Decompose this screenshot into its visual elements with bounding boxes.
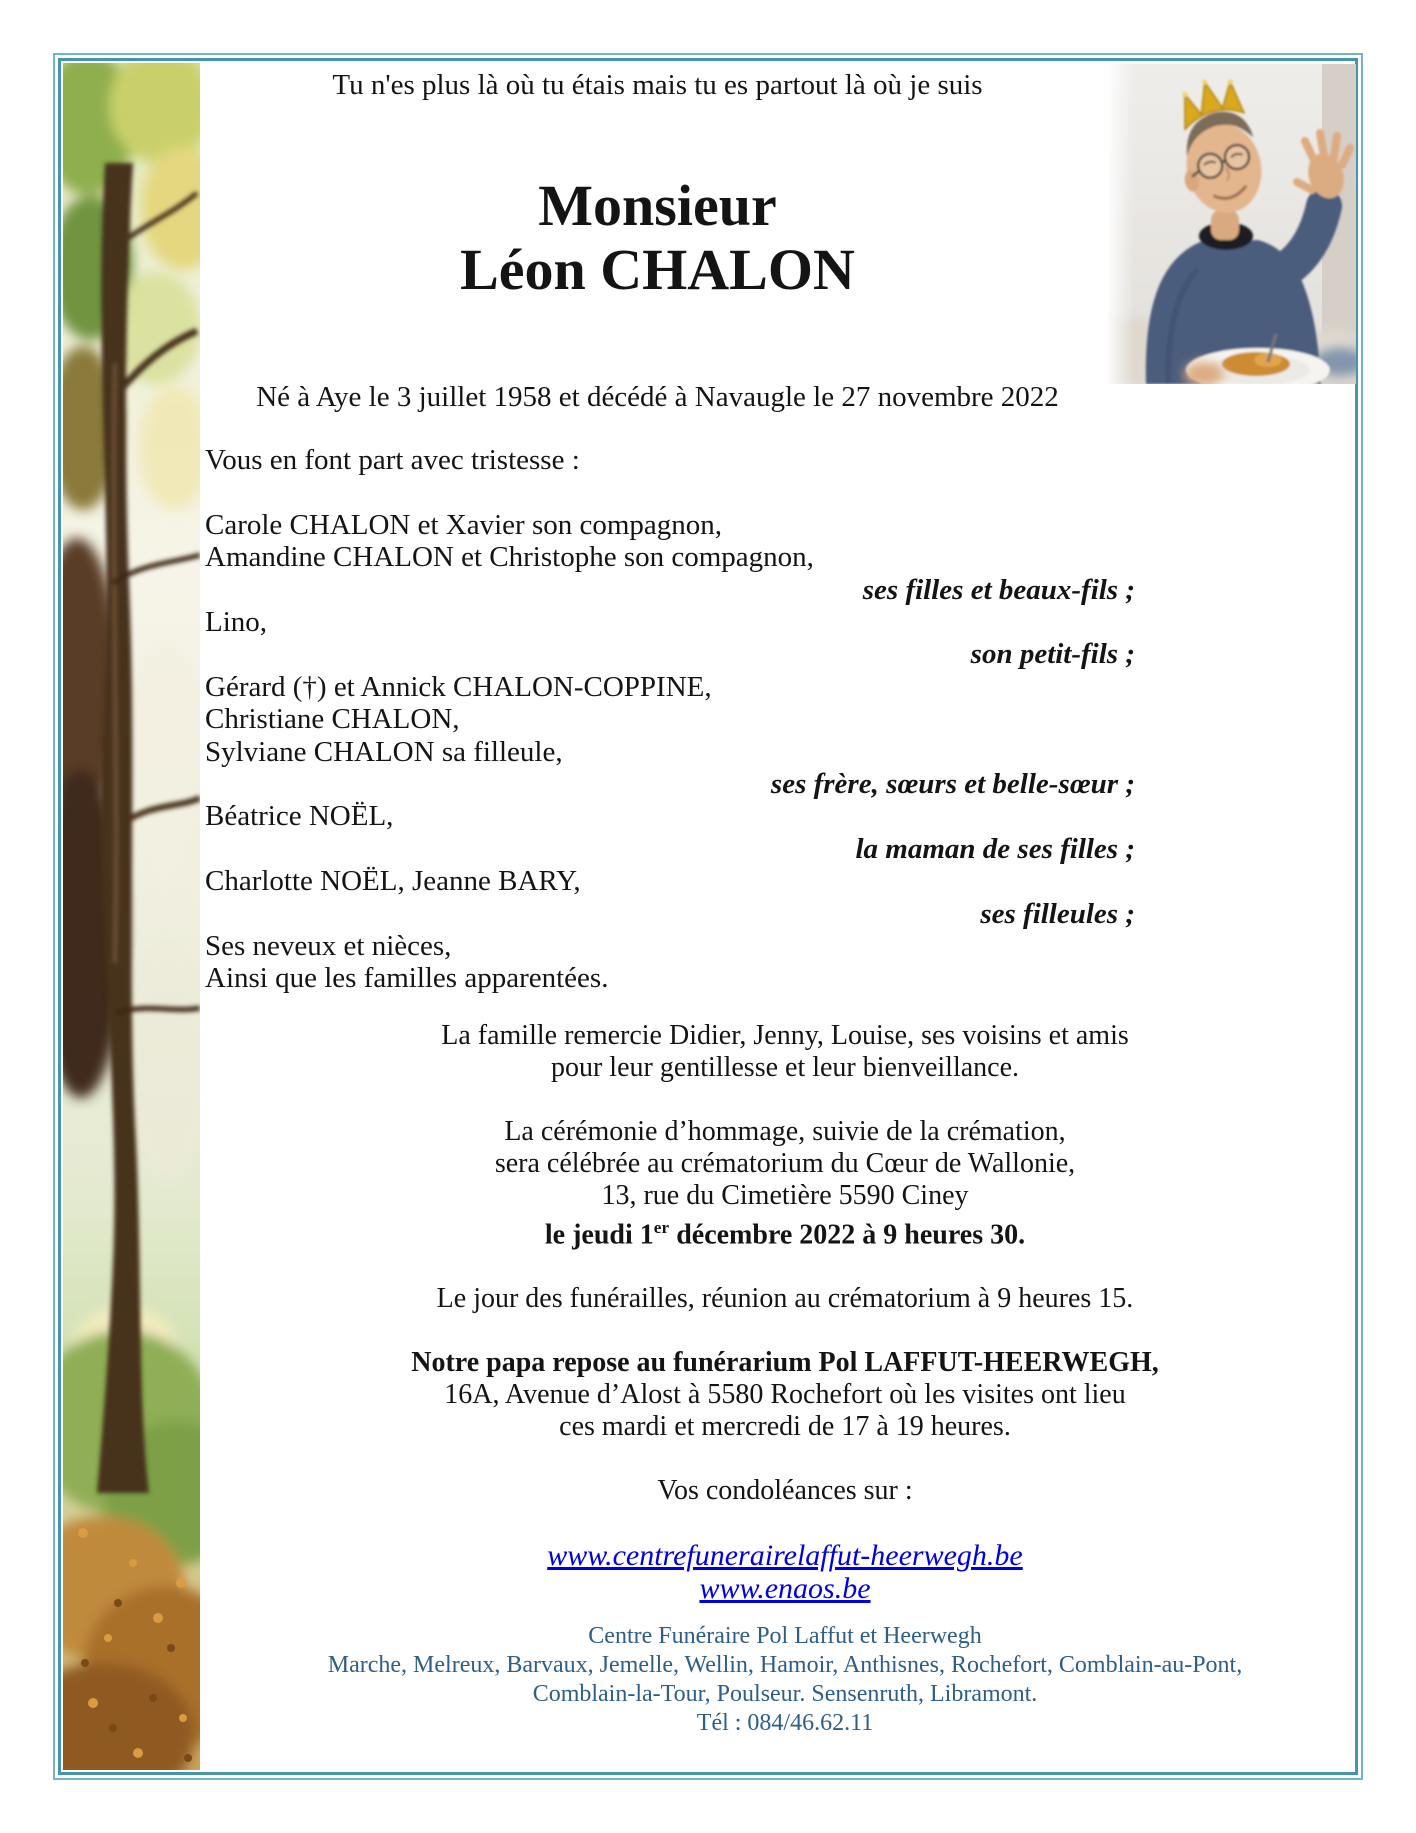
thanks-line: pour leur gentillesse et leur bienveillance.	[550, 1052, 1020, 1083]
thanks-line: La famille remercie Didier, Jenny, Louise, ses voisins et amis	[441, 1020, 1129, 1051]
deceased-portrait-photo	[1108, 64, 1356, 384]
funeral-home-locations: Marche, Melreux, Barvaux, Jemelle, Wellin, Hamoir, Anthisnes, Rochefort, Comblain-au-Pont,	[327, 1652, 1243, 1678]
relation-label: ses frère, sœurs et belle-sœur ;	[770, 768, 1135, 801]
autumn-tree-photo-strip	[63, 63, 200, 1770]
relation-label: ses filleules ;	[980, 897, 1135, 930]
ceremony-line: sera célébrée au crématorium du Cœur de Wallonie,	[494, 1148, 1076, 1179]
condolences-link-row	[205, 1572, 1365, 1605]
condolences-link-row	[205, 1539, 1365, 1572]
relation-label: son petit-fils ;	[970, 638, 1135, 671]
funeral-home-locations: Comblain-la-Tour, Poulseur. Sensenruth, Libramont.	[532, 1681, 1038, 1707]
ceremony-line: La cérémonie d’hommage, suivie de la crémation,	[504, 1116, 1066, 1147]
salutation: Monsieur	[538, 173, 777, 238]
family-line: Amandine CHALON et Christophe son compagnon,	[205, 541, 814, 574]
life-dates-line: Né à Aye le 3 juillet 1958 et décédé à Navaugle le 27 novembre 2022	[256, 381, 1059, 413]
funeral-home-phone: Tél : 084/46.62.11	[696, 1710, 874, 1736]
ceremony-block	[205, 1020, 1365, 1605]
ceremony-address-line: 13, rue du Cimetière 5590 Ciney	[601, 1180, 969, 1211]
family-line: Christiane CHALON,	[205, 703, 460, 736]
deceased-name: Léon CHALON	[460, 237, 855, 302]
condolences-link-1[interactable]: www.centrefunerairelaffut-heerwegh.be	[547, 1539, 1023, 1573]
memorial-quote: Tu n'es plus là où tu étais mais tu es partout là où je suis	[332, 69, 983, 101]
repose-address-line: 16A, Avenue d’Alost à 5580 Rochefort où les visites ont lieu	[444, 1379, 1126, 1411]
condolences-label: Vos condoléances sur :	[657, 1475, 913, 1507]
family-block	[205, 444, 1135, 995]
deceased-title	[205, 174, 1110, 302]
relation-label: ses filles et beaux-fils ;	[862, 573, 1135, 606]
family-line: Ses neveux et nièces,	[205, 930, 452, 963]
visits-hours-line: ces mardi et mercredi de 17 à 19 heures.	[559, 1411, 1011, 1443]
funeral-home-name: Centre Funéraire Pol Laffut et Heerwegh	[588, 1623, 982, 1649]
family-line: Charlotte NOËL, Jeanne BARY,	[205, 865, 581, 898]
repose-bold-line: Notre papa repose au funérarium Pol LAFFUT-HEERWEGH,	[411, 1347, 1159, 1379]
family-line: Lino,	[205, 606, 268, 639]
family-line: Gérard (†) et Annick CHALON-COPPINE,	[205, 670, 712, 703]
ceremony-datetime: le jeudi 1er décembre 2022 à 9 heures 30.	[544, 1218, 1026, 1251]
family-line: Béatrice NOËL,	[205, 800, 394, 833]
announcement-intro: Vous en font part avec tristesse :	[205, 444, 580, 476]
funeral-day-line: Le jour des funérailles, réunion au crématorium à 9 heures 15.	[436, 1283, 1134, 1315]
relation-label: la maman de ses filles ;	[855, 832, 1135, 865]
family-line: Carole CHALON et Xavier son compagnon,	[205, 508, 723, 541]
header-block	[205, 64, 1110, 414]
family-line: Sylviane CHALON sa filleule,	[205, 735, 563, 768]
family-line: Ainsi que les familles apparentées.	[205, 962, 609, 995]
condolences-link-2[interactable]: www.enaos.be	[699, 1572, 871, 1606]
funeral-home-footer	[205, 1622, 1365, 1738]
